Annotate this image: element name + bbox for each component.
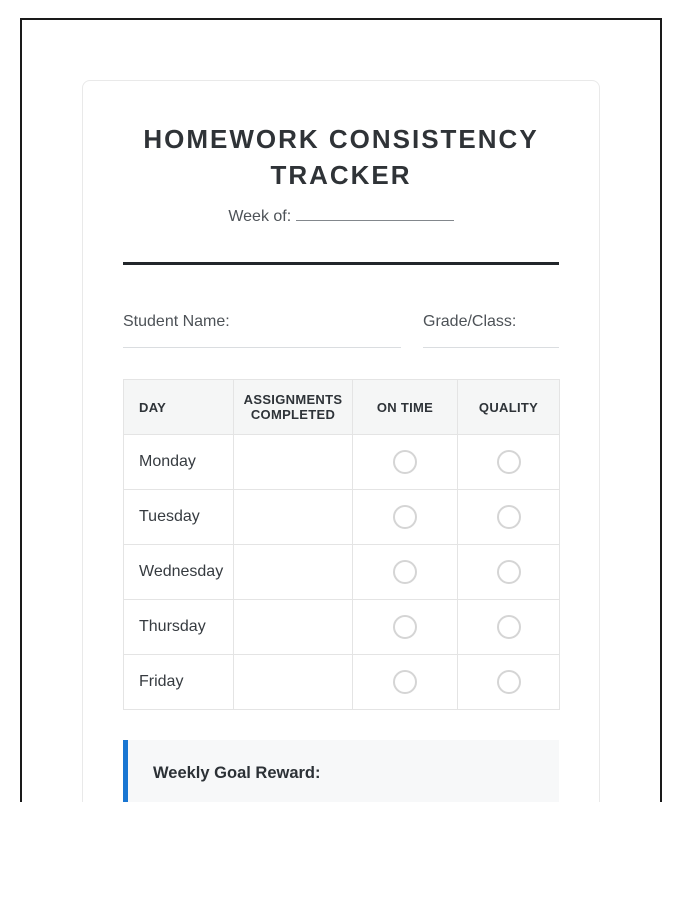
header-assignments: ASSIGNMENTS COMPLETED (234, 380, 353, 435)
grade-class-label: Grade/Class: (423, 313, 517, 330)
on-time-radio[interactable] (393, 560, 417, 584)
on-time-radio[interactable] (393, 615, 417, 639)
student-name-blank-line[interactable] (123, 347, 401, 348)
table-row (124, 655, 560, 710)
quality-cell (458, 435, 560, 490)
week-of-label: Week of: (228, 208, 292, 225)
day-label: Friday (124, 655, 234, 710)
quality-radio[interactable] (497, 505, 521, 529)
section-divider (123, 262, 559, 265)
student-name-label: Student Name: (123, 313, 230, 330)
weekly-goal-reward-label: Weekly Goal Reward: (153, 764, 321, 782)
on-time-cell (353, 435, 458, 490)
tracker-table (123, 379, 560, 710)
info-fields (123, 311, 559, 348)
tracker-card (82, 80, 600, 802)
student-name-field (123, 311, 401, 348)
day-label: Wednesday (124, 545, 234, 600)
quality-radio[interactable] (497, 560, 521, 584)
quality-radio[interactable] (497, 615, 521, 639)
quality-cell (458, 545, 560, 600)
week-of-row (123, 205, 559, 228)
header-day: DAY (124, 380, 234, 435)
on-time-cell (353, 490, 458, 545)
table-row (124, 490, 560, 545)
header-quality: QUALITY (458, 380, 560, 435)
quality-radio[interactable] (497, 450, 521, 474)
on-time-radio[interactable] (393, 670, 417, 694)
assignments-cell[interactable] (234, 545, 353, 600)
assignments-cell[interactable] (234, 600, 353, 655)
assignments-cell[interactable] (234, 490, 353, 545)
page-title: HOMEWORK CONSISTENCY TRACKER (143, 124, 539, 190)
weekly-goal-reward-box (123, 740, 559, 802)
assignments-cell[interactable] (234, 435, 353, 490)
on-time-radio[interactable] (393, 505, 417, 529)
day-label: Monday (124, 435, 234, 490)
table-row (124, 600, 560, 655)
page-frame (20, 18, 662, 802)
grade-class-field (423, 311, 559, 348)
quality-cell (458, 655, 560, 710)
day-label: Thursday (124, 600, 234, 655)
on-time-cell (353, 545, 458, 600)
on-time-cell (353, 600, 458, 655)
table-header-row (124, 380, 560, 435)
week-of-blank-line[interactable] (296, 205, 454, 221)
on-time-radio[interactable] (393, 450, 417, 474)
on-time-cell (353, 655, 458, 710)
header-on-time: ON TIME (353, 380, 458, 435)
table-row (124, 435, 560, 490)
quality-radio[interactable] (497, 670, 521, 694)
quality-cell (458, 600, 560, 655)
grade-class-blank-line[interactable] (423, 347, 559, 348)
quality-cell (458, 490, 560, 545)
assignments-cell[interactable] (234, 655, 353, 710)
table-row (124, 545, 560, 600)
day-label: Tuesday (124, 490, 234, 545)
